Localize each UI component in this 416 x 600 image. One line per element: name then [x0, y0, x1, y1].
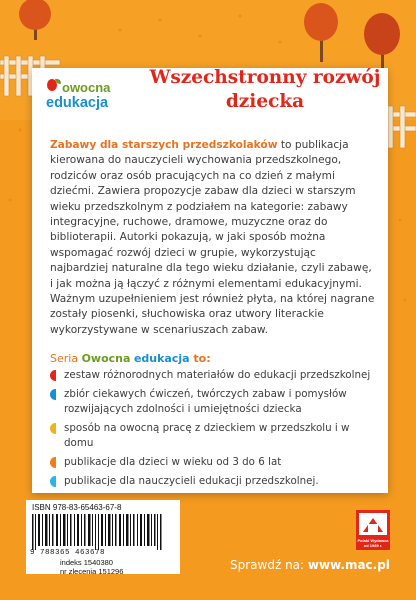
book-title: Wszechstronny rozwój dziecka: [149, 67, 381, 112]
series-word1: Owocna: [81, 352, 131, 365]
list-item: zbiór ciekawych ćwiczeń, twórczych zabaw i pomysłów rozwijających zdolności i umiejętności dziecka: [50, 387, 376, 417]
list-item: publikacje dla nauczycieli edukacji przedszkolnej.: [50, 474, 376, 489]
bullet-icon: [50, 370, 56, 381]
logo-line2: edukacja: [46, 95, 109, 111]
series-word2: edukacja: [133, 352, 190, 365]
bullet-icon: [50, 423, 56, 434]
bullet-icon: [50, 457, 56, 468]
index-info: indeks 1540380 nr zlecenia 151296: [60, 558, 124, 576]
logo-line1: owocna: [62, 80, 111, 95]
series-prefix: Seria: [50, 352, 82, 365]
description-highlight: Zabawy dla starszych przedszkolaków: [50, 139, 278, 151]
barcode-icon: [30, 514, 176, 550]
series-list: [50, 368, 376, 493]
list-item: publikacje dla dzieci w wieku od 3 do 6 lat: [50, 455, 376, 470]
barcode-box: [26, 500, 180, 574]
publisher-logo: [44, 78, 124, 114]
series-suffix: to:: [189, 352, 211, 365]
badge-text: Polski Wydawca od 1989 r.: [357, 538, 389, 548]
website-link[interactable]: www.mac.pl: [307, 558, 390, 572]
list-item: zestaw różnorodnych materiałów do edukacji przedszkolnej: [50, 368, 376, 383]
book-description: [50, 138, 376, 338]
bullet-icon: [50, 476, 56, 487]
footer: [230, 558, 390, 572]
bullet-icon: [50, 389, 56, 400]
series-heading: [50, 352, 211, 365]
footer-label: Sprawdź na:: [230, 558, 308, 572]
barcode-number: 9 788365 463678: [30, 549, 106, 557]
isbn-label: ISBN 978-83-65463-67-8: [32, 503, 122, 512]
leaf-icon: [46, 78, 62, 92]
publisher-badge: [356, 510, 390, 550]
list-item: sposób na owocną pracę z dzieckiem w przedszkolu i w domu: [50, 421, 376, 451]
description-text: to publikacja kierowana do nauczycieli wychowania przedszkolnego, rodziców oraz osób pracujących na co dzień z małymi dziećmi. Zawiera propozycje zabaw dla dzieci w starszym wieku przedszkolnym z podziałem na kategorie: zabawy integracyjne, ruchowe, dramowe, muzyczne oraz do biblioterapii. Autorki pokazują, w jaki sposób można wspomagać rozwój dzieci w grupie, wykorzystując najbardziej naturalne dla tego wieku działanie, czyli zabawę, i jak można ją łączyć z różnymi elementami edukacyjnymi. Ważnym uzupełnieniem jest również płyta, na której nagrane zostały piosenki, słuchowiska oraz utwory literackie wykorzystywane w scenariuszach zabaw.: [50, 139, 375, 336]
